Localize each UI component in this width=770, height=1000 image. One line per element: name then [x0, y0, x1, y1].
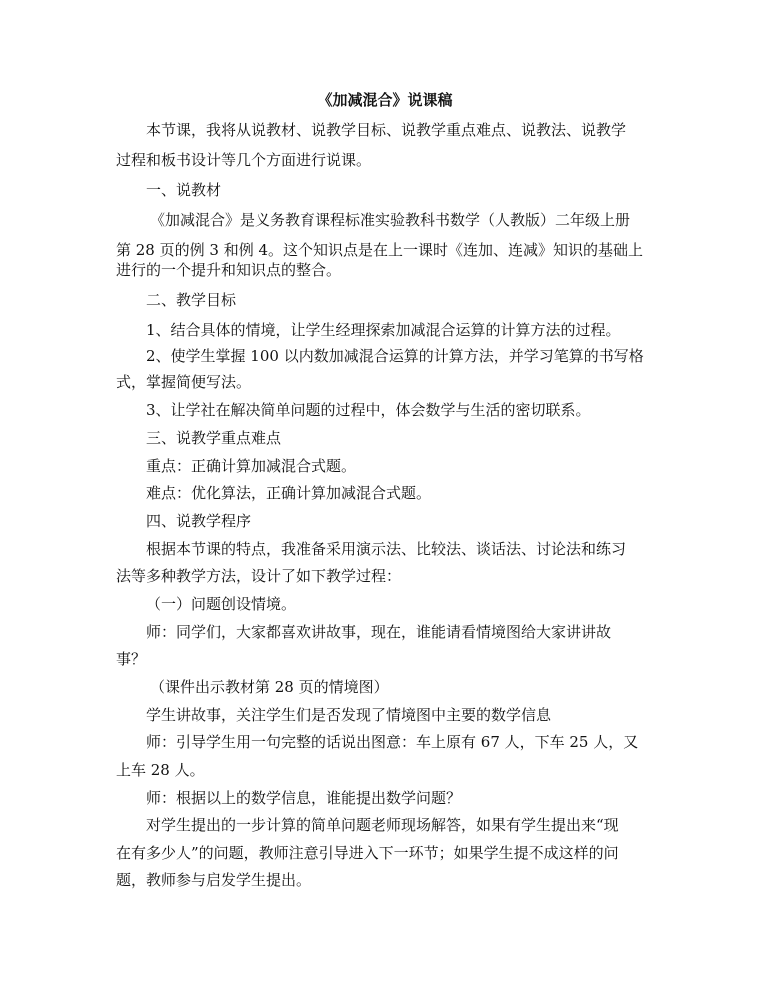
subsection-heading: （一）问题创设情境。	[146, 595, 297, 613]
paragraph-line: 2、使学生掌握 100 以内数加减混合运算的计算方法，并学习笔算的书写格	[146, 347, 644, 365]
paragraph-line: 法等多种教学方法，设计了如下教学过程：	[116, 567, 402, 585]
paragraph-line: 3、让学社在解决简单问题的过程中，体会数学与生活的密切联系。	[146, 401, 591, 419]
paragraph-line: 师：同学们，大家都喜欢讲故事，现在，谁能请看情境图给大家讲讲故	[146, 623, 612, 641]
paragraph-line: 过程和板书设计等几个方面进行说课。	[116, 151, 372, 169]
section-heading: 二、教学目标	[146, 291, 237, 309]
paragraph-line: 题，教师参与启发学生提出。	[116, 871, 312, 889]
paragraph-line: （课件出示教材第 28 页的情境图）	[150, 678, 389, 696]
document-title: 《加减混合》说课稿	[317, 91, 453, 109]
paragraph-line: 难点：优化算法，正确计算加减混合式题。	[146, 484, 432, 502]
paragraph-line: 本节课，我将从说教材、说教学目标、说教学重点难点、说教法、说教学	[146, 121, 627, 139]
paragraph-line: 上车 28 人。	[116, 761, 205, 779]
paragraph-line: 在有多少人”的问题，教师注意引导进入下一环节；如果学生提不成这样的问	[116, 844, 619, 862]
paragraph-line: 式，掌握简便写法。	[116, 373, 252, 391]
section-heading: 三、说教学重点难点	[146, 429, 282, 447]
paragraph-line: 事？	[116, 650, 147, 668]
paragraph-line: 重点：正确计算加减混合式题。	[146, 457, 357, 475]
paragraph-line: 根据本节课的特点，我准备采用演示法、比较法、谈话法、讨论法和练习	[146, 540, 627, 558]
paragraph-line: 师：引导学生用一句完整的话说出图意：车上原有 67 人，下车 25 人，又	[146, 733, 639, 751]
paragraph-line: 第 28 页的例 3 和例 4。这个知识点是在上一课时《连加、连减》知识的基础上	[116, 241, 644, 259]
paragraph-line: 学生讲故事，关注学生们是否发现了情境图中主要的数学信息	[146, 706, 552, 724]
paragraph-line: 1、结合具体的情境，让学生经理探索加减混合运算的计算方法的过程。	[146, 321, 621, 339]
paragraph-line: 师：根据以上的数学信息，谁能提出数学问题？	[146, 789, 462, 807]
paragraph-line: 进行的一个提升和知识点的整合。	[116, 261, 342, 279]
section-heading: 一、说教材	[146, 181, 222, 199]
section-heading: 四、说教学程序	[146, 512, 252, 530]
paragraph-line: 对学生提出的一步计算的简单问题老师现场解答，如果有学生提出来“现	[146, 816, 619, 834]
paragraph-line: 《加减混合》是义务教育课程标准实验教科书数学（人教版）二年级上册	[150, 211, 631, 229]
